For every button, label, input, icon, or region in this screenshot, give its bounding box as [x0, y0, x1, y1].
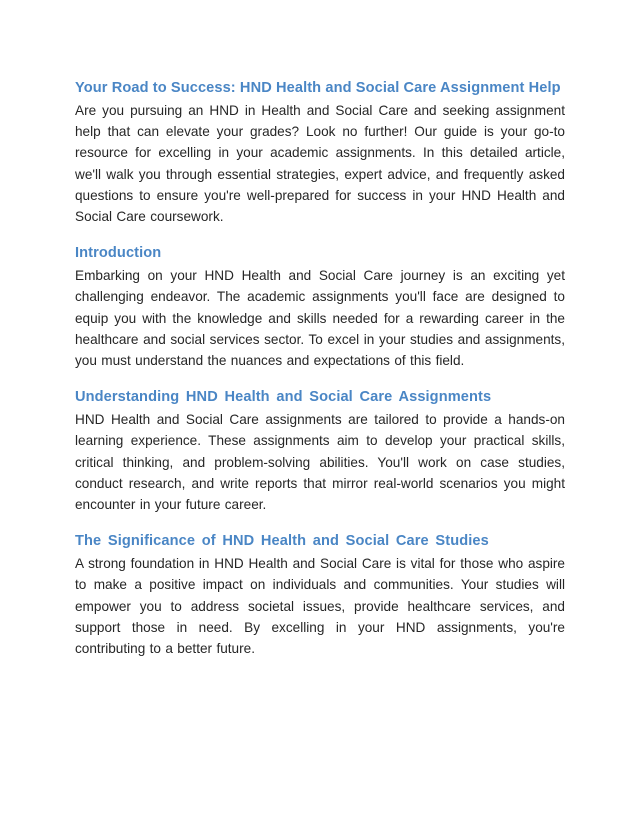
- section-paragraph: Embarking on your HND Health and Social Care journey is an exciting yet challenging endeavor. The academic assignments you'll face are designed to equip you with the knowledge and skills needed for a rewarding career in the healthcare and social services sector. To excel in your studies and assignments, you must understand the nuances and expectations of this field.: [75, 268, 565, 369]
- section-heading: The Significance of HND Health and Social Care Studies: [75, 533, 489, 550]
- section-paragraph: A strong foundation in HND Health and Social Care is vital for those who aspire to make a positive impact on individuals and communities. Your studies will empower you to address societal issues, provide healthcare services, and support those in need. By excelling in your HND assignments, you're contributing to a better future.: [75, 556, 565, 657]
- section-road-to-success: [75, 78, 565, 227]
- section-introduction: [75, 243, 565, 371]
- section-paragraph: Are you pursuing an HND in Health and Social Care and seeking assignment help that can elevate your grades? Look no further! Our guide is your go-to resource for excelling in your academic assignments. In this detailed article, we'll walk you through essential strategies, expert advice, and frequently asked questions to ensure you're well-prepared for success in your HND Health and Social Care coursework.: [75, 103, 565, 225]
- section-significance-of-studies: [75, 531, 565, 659]
- section-understanding-assignments: [75, 387, 565, 515]
- section-heading: Your Road to Success: HND Health and Social Care Assignment Help: [75, 80, 561, 96]
- document-page: [75, 78, 565, 675]
- section-heading: Understanding HND Health and Social Care Assignments: [75, 389, 492, 406]
- section-paragraph: HND Health and Social Care assignments are tailored to provide a hands-on learning experience. These assignments aim to develop your practical skills, critical thinking, and problem-solving abilities. You'll work on case studies, conduct research, and write reports that mirror real-world scenarios you might encounter in your future career.: [75, 412, 565, 513]
- section-heading: Introduction: [75, 245, 162, 262]
